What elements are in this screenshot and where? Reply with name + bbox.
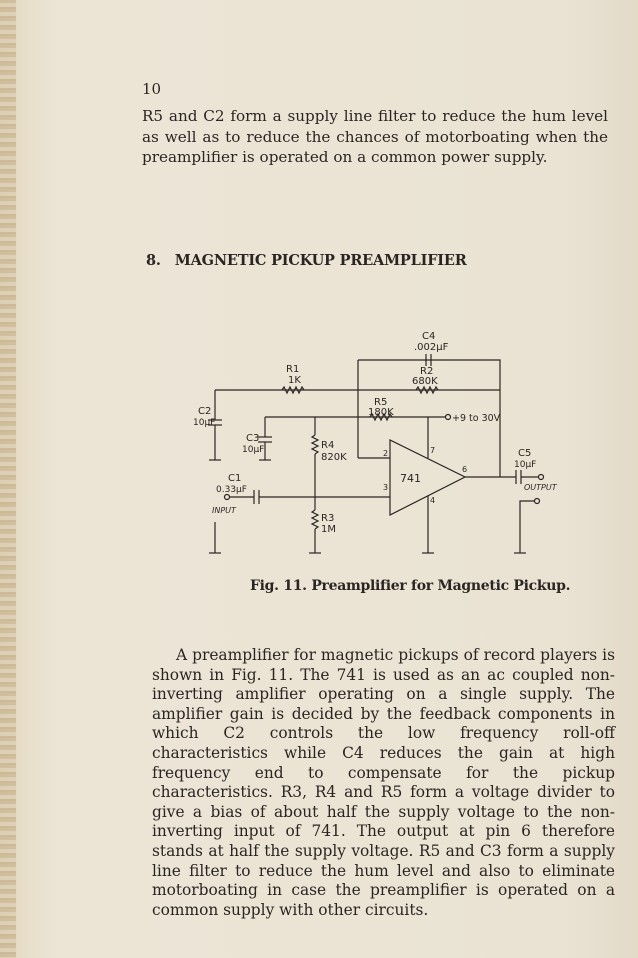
output-ground-terminal	[535, 499, 540, 504]
c4-label: C4	[422, 331, 436, 342]
supply-terminal	[446, 415, 451, 420]
r3-resistor	[312, 510, 318, 529]
pin6-label: 6	[462, 465, 468, 474]
c5-label: C5	[518, 448, 532, 459]
section-title: MAGNETIC PICKUP PREAMPLIFIER	[174, 252, 467, 269]
pin4-label: 4	[430, 496, 436, 505]
input-label: INPUT	[212, 506, 236, 515]
supply-label: +9 to 30V	[452, 413, 501, 424]
c3-value: 10μF	[242, 445, 265, 455]
c4-value: .002μF	[414, 342, 449, 353]
output-terminal	[539, 475, 544, 480]
section-heading	[146, 252, 467, 269]
schematic-svg	[190, 325, 580, 575]
page-spine-edge	[0, 0, 16, 958]
r2-value: 680K	[412, 376, 438, 387]
r5-value: 180K	[368, 407, 394, 418]
r1-label: R1	[286, 364, 300, 375]
pin3-label: 3	[383, 483, 389, 492]
r4-resistor	[312, 435, 318, 454]
r4-label: R4	[321, 440, 335, 451]
figure-caption: Fig. 11. Preamplifier for Magnetic Pickup.	[250, 578, 571, 594]
pin7-label: 7	[430, 446, 436, 455]
opamp-label: 741	[400, 472, 421, 485]
output-label: OUTPUT	[524, 483, 557, 492]
body-paragraph: A preamplifier for magnetic pickups of record players is shown in Fig. 11. The 741 is used as an ac coupled non-inverting amplifier operating on a single supply. The amplifier gain is decided by the feedback components in which C2 controls the low frequency roll-off characteristics while C4 reduces the gain at high frequency end to compensate for the pickup characteristics. R3, R4 and R5 form a voltage divider to give a bias of about half the supply voltage to the non-inverting input of 741. The output at pin 6 therefore stands at half the supply voltage. R5 and C3 form a supply line filter to reduce the hum level and also to eliminate motorboating in case the preamplifier is operated on a common supply with other circuits.	[152, 646, 615, 919]
section-number: 8.	[146, 252, 161, 269]
c3-label: C3	[246, 433, 260, 444]
pin2-label: 2	[383, 449, 389, 458]
page-number: 10	[142, 80, 162, 98]
r5-label: R5	[374, 397, 388, 408]
input-terminal	[225, 495, 230, 500]
c2-value: 10μF	[193, 418, 216, 428]
c5-value: 10μF	[514, 460, 537, 470]
output-ground-wire	[520, 501, 534, 553]
r2-label: R2	[420, 366, 434, 377]
c2-label: C2	[198, 406, 212, 417]
c1-value: 0.33μF	[216, 485, 247, 495]
intro-paragraph: R5 and C2 form a supply line filter to reduce the hum level as well as to reduce the chances of motorboating when the preamplifier is operated on a common power supply.	[142, 107, 608, 166]
r3-label: R3	[321, 513, 335, 524]
r4-value: 820K	[321, 452, 347, 463]
c1-label: C1	[228, 473, 242, 484]
r1-value: 1K	[288, 375, 301, 386]
circuit-diagram	[190, 325, 580, 575]
r3-value: 1M	[321, 524, 336, 535]
